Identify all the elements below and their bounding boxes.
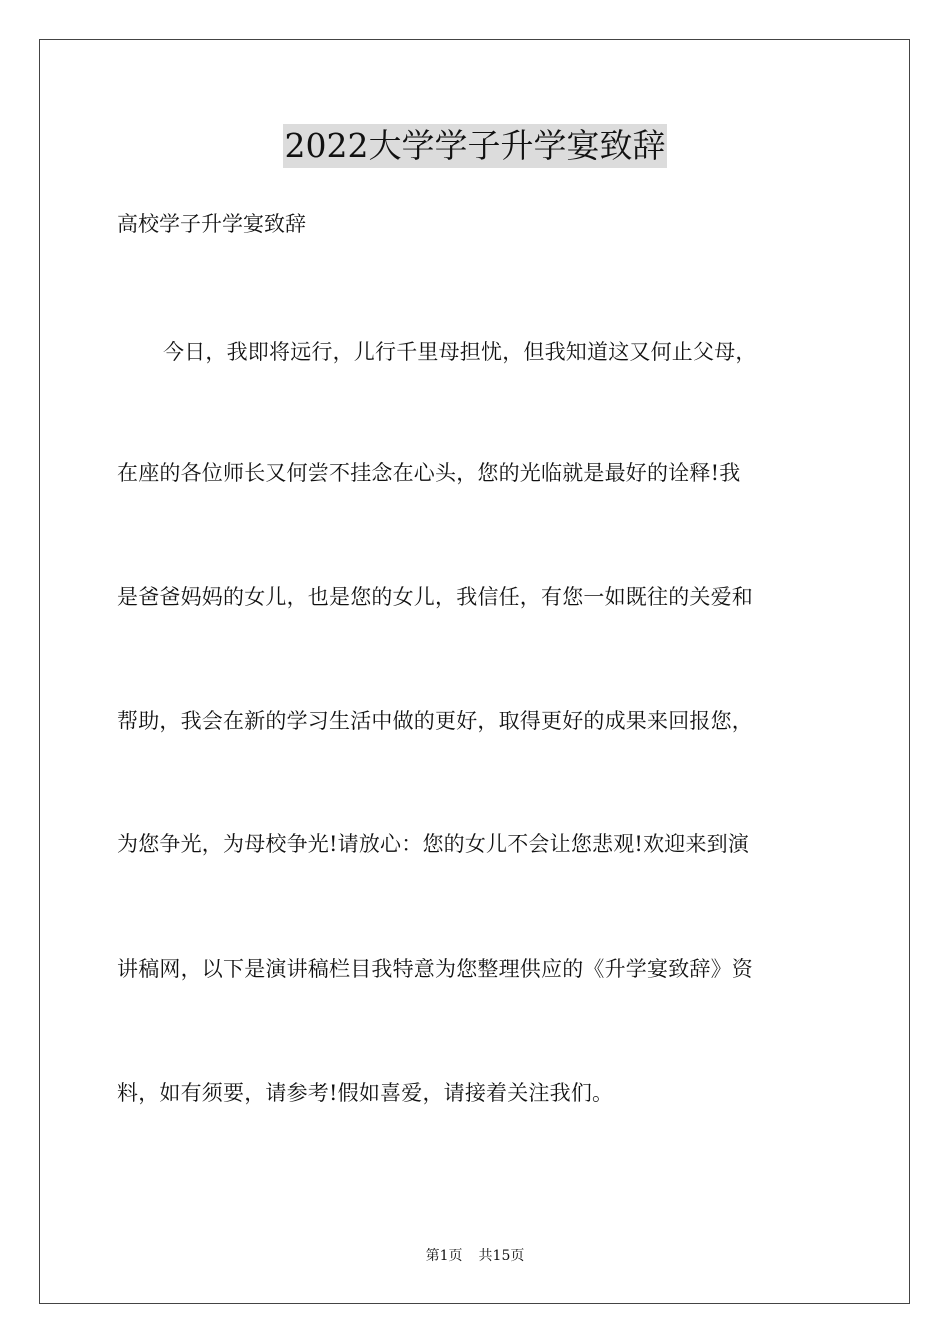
page-number: 第1页 xyxy=(425,1248,463,1264)
paragraph-line-5: 为您争光，为母校争光!请放心：您的女儿不会让您悲观!欢迎来到演 xyxy=(117,832,750,856)
document-title: 2022大学学子升学宴致辞 xyxy=(283,124,668,168)
paragraph-line-2: 在座的各位师长又何尝不挂念在心头，您的光临就是最好的诠释!我 xyxy=(117,461,741,485)
page-footer xyxy=(0,1247,950,1265)
title-container xyxy=(0,124,950,168)
paragraph-line-7: 料，如有须要，请参考!假如喜爱，请接着关注我们。 xyxy=(117,1081,614,1105)
document-subtitle: 高校学子升学宴致辞 xyxy=(117,212,306,236)
paragraph-line-3: 是爸爸妈妈的女儿，也是您的女儿，我信任，有您一如既往的关爱和 xyxy=(117,585,753,609)
paragraph-line-4: 帮助，我会在新的学习生活中做的更好，取得更好的成果来回报您， xyxy=(117,709,753,733)
page-total: 共15页 xyxy=(478,1248,525,1264)
paragraph-line-1: 今日，我即将远行，儿行千里母担忧，但我知道这又何止父母， xyxy=(163,340,757,364)
paragraph-line-6: 讲稿网，以下是演讲稿栏目我特意为您整理供应的《升学宴致辞》资 xyxy=(117,957,753,981)
